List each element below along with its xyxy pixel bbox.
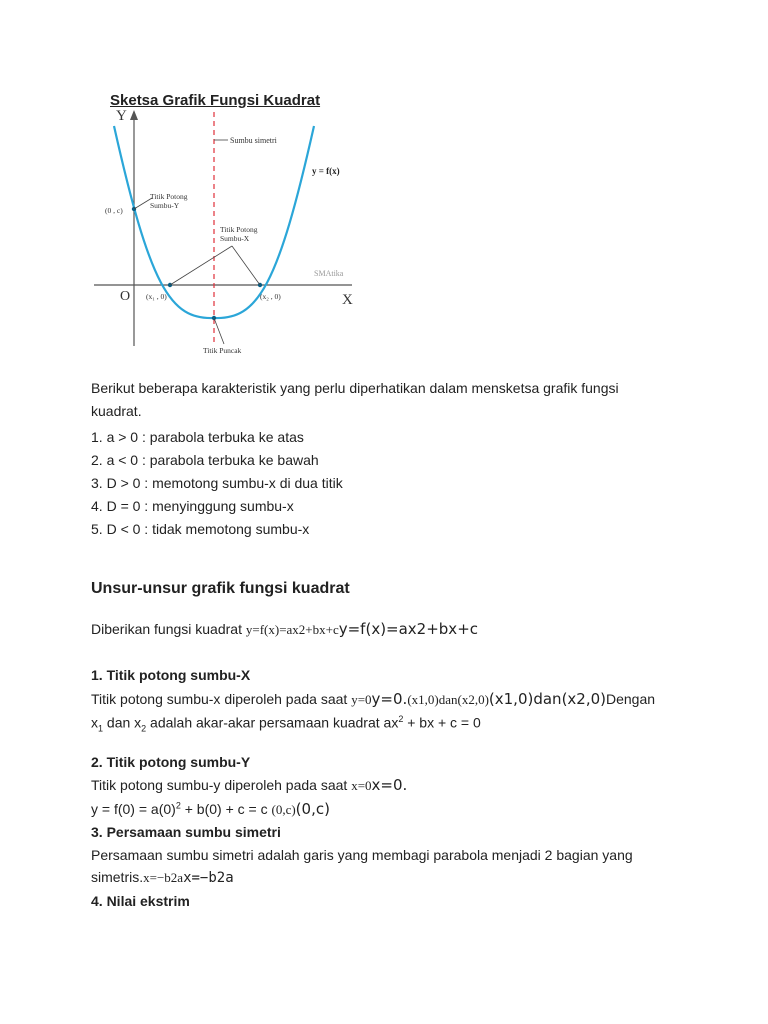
s2-math-serif-1: x=0 (351, 778, 372, 793)
characteristics-list (91, 426, 343, 541)
s1-math-sans-1: y=0. (371, 690, 408, 708)
section-title: Unsur-unsur grafik fungsi kuadrat (91, 580, 350, 597)
watermark: SMAtika (314, 269, 344, 278)
y-intercept-label-2: Sumbu-Y (150, 201, 180, 210)
s2-title: 2. Titik potong sumbu-Y (91, 754, 251, 770)
s1-text-suffix: Dengan (606, 691, 656, 707)
s2-math-serif-2: (0,c) (271, 802, 296, 817)
x-intercept-label-1: Titik Potong (220, 225, 258, 234)
s2-math-sans-1: x=0. (371, 776, 408, 794)
s1-line2-sub2: 2 (141, 723, 147, 734)
s2-line2-a: y = f(0) = a(0) (91, 801, 176, 817)
s2-math-sans-2: (0,c) (295, 800, 330, 818)
s3-line2 (91, 869, 234, 886)
x1-label: (x₁ , 0) (146, 292, 167, 301)
s2-text-prefix: Titik potong sumbu-y diperoleh pada saat (91, 777, 352, 793)
s1-math-serif-2: (x1,0)dan(x2,0) (407, 692, 489, 707)
s1-line1 (91, 690, 655, 708)
s4-title: 4. Nilai ekstrim (91, 893, 190, 909)
parabola-figure (90, 106, 360, 356)
s1-line2-b: dan x (103, 714, 142, 731)
s1-title: 1. Titik potong sumbu-X (91, 667, 251, 683)
y-axis-arrow (130, 110, 138, 120)
list-item: 1. a > 0 : parabola terbuka ke atas (91, 429, 304, 445)
given-math-sans: y=f(x)=ax2+bx+c (338, 620, 479, 638)
list-item: 5. D < 0 : tidak memotong sumbu-x (91, 521, 310, 537)
given-function-line (91, 620, 478, 638)
s2-line2-b: + b(0) + c = c (180, 801, 272, 817)
vertex-label: Titik Puncak (203, 346, 242, 355)
x2-label: (x₂ , 0) (260, 292, 281, 301)
given-math-serif: y=f(x)=ax2+bx+c (245, 622, 339, 637)
s1-line2-c: adalah akar-akar persamaan kuadrat ax (146, 714, 399, 731)
s1-text-prefix: Titik potong sumbu-x diperoleh pada saat (91, 691, 352, 707)
point-0c-label: (0 , c) (105, 206, 123, 215)
s1-line2-sub1: 1 (98, 723, 104, 734)
origin-label: O (120, 289, 131, 304)
list-item: 4. D = 0 : menyinggung sumbu-x (91, 498, 294, 514)
s3-line2-prefix: simetris. (91, 869, 144, 885)
s2-line2 (91, 800, 330, 818)
s2-line1 (91, 776, 407, 794)
pointer-vertex (214, 318, 224, 344)
function-label: y = f(x) (312, 166, 340, 176)
s1-math-sans-2: (x1,0)dan(x2,0) (488, 690, 606, 708)
s1-line2-sup: 2 (398, 714, 404, 724)
s1-math-serif-1: y=0 (351, 692, 372, 707)
s1-line2-a: x (91, 714, 98, 731)
intro-paragraph: Berikut beberapa karakteristik yang perlu diperhatikan dalam mensketsa grafik fungsi kuadrat. (91, 380, 619, 419)
s2-line2-sup: 2 (175, 800, 181, 811)
axis-x-label: X (342, 292, 353, 308)
s1-line2-d: + bx + c = 0 (403, 714, 481, 731)
s3-math-sans: x=−b2a (183, 870, 234, 886)
list-item: 3. D > 0 : memotong sumbu-x di dua titik (91, 475, 343, 491)
s3-line1: Persamaan sumbu simetri adalah garis yang membagi parabola menjadi 2 bagian yang (91, 847, 633, 863)
axis-y-label: Y (116, 108, 127, 124)
s1-line2 (91, 714, 481, 733)
given-prefix: Diberikan fungsi kuadrat (91, 621, 246, 637)
s3-title: 3. Persamaan sumbu simetri (91, 824, 281, 840)
y-intercept-label-1: Titik Potong (150, 192, 188, 201)
pointer-x1 (170, 246, 232, 285)
figure-title: Sketsa Grafik Fungsi Kuadrat (110, 92, 321, 109)
pointer-x2 (232, 246, 260, 285)
x-intercept-label-2: Sumbu-X (220, 234, 250, 243)
symmetry-label: Sumbu simetri (230, 136, 277, 145)
list-item: 2. a < 0 : parabola terbuka ke bawah (91, 452, 319, 468)
s3-math-serif: x=−b2a (143, 870, 184, 885)
